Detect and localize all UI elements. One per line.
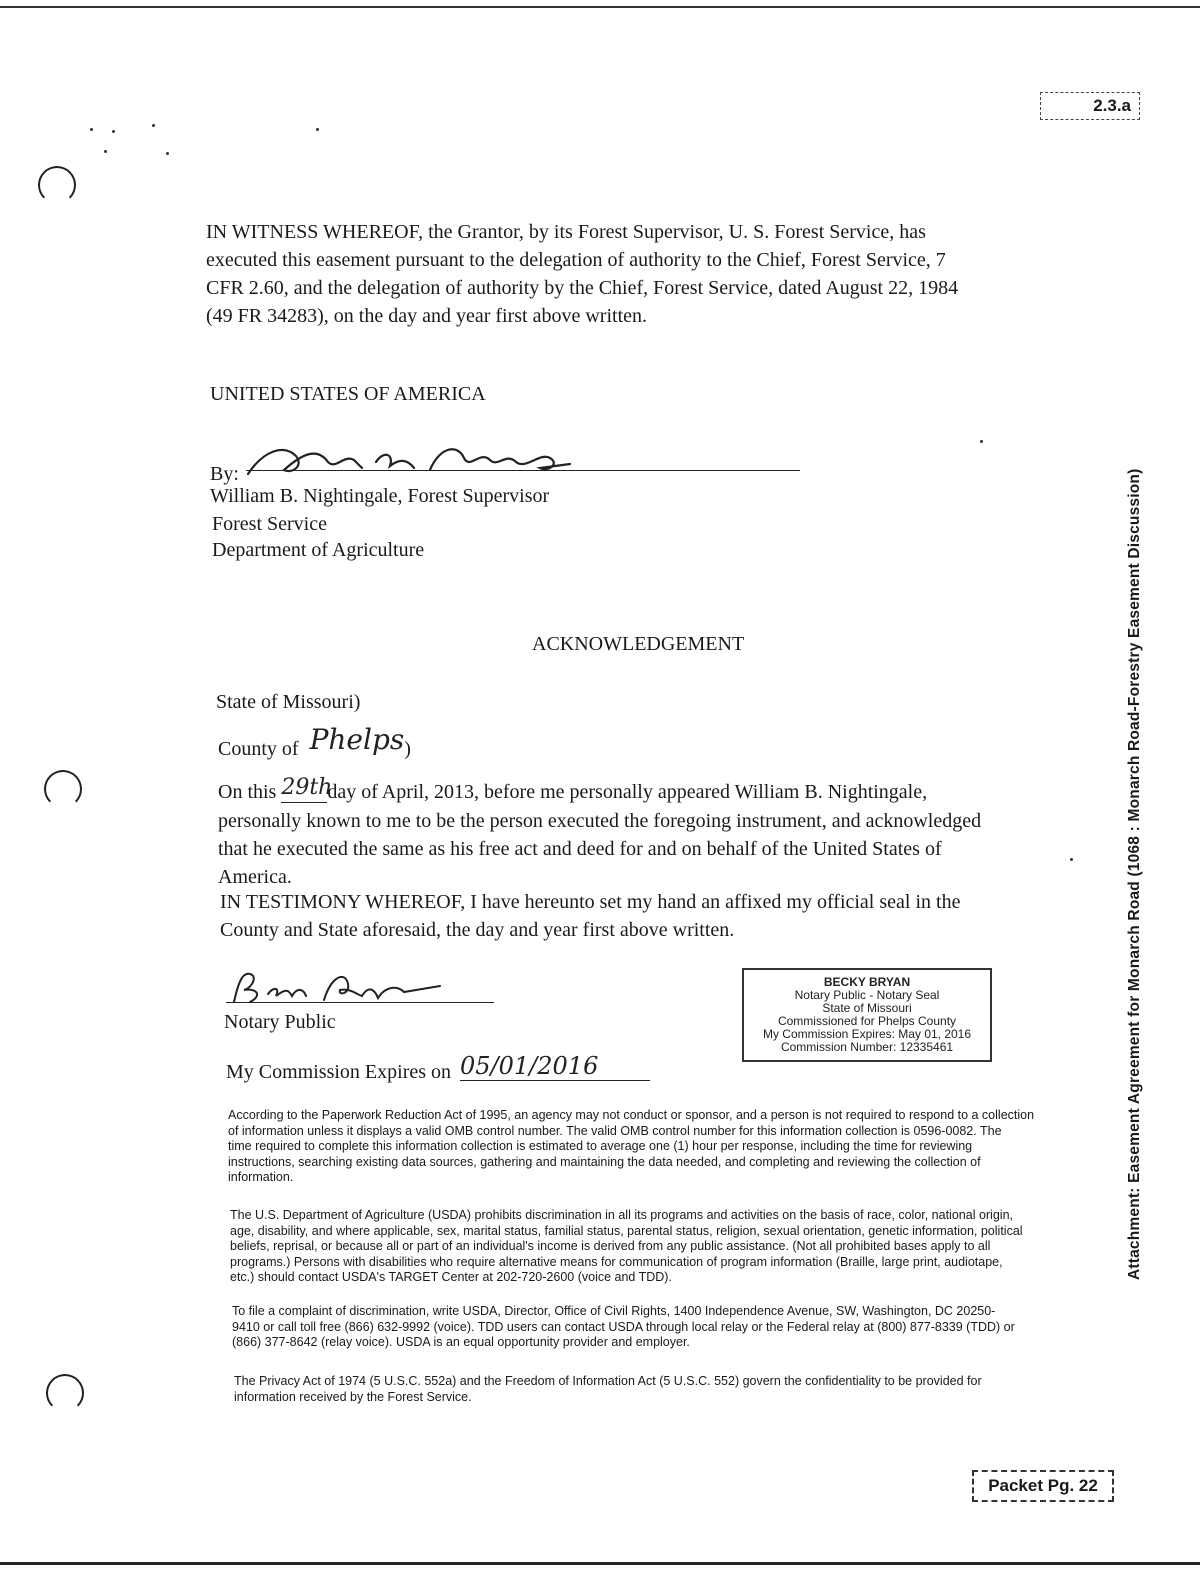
fine-line: The U.S. Department of Agriculture (USDA) prohibits discrimination in all its programs and activities on the basis of race, color, national origin,	[230, 1208, 1013, 1222]
commission-handwritten: 05/01/2016	[460, 1052, 650, 1081]
punch-hole-bottom	[46, 1374, 84, 1412]
notary-signature-graphic	[228, 966, 468, 1006]
ack-line-1: day of April, 2013, before me personally appeared William B. Nightingale,	[327, 781, 928, 803]
county-close: )	[404, 738, 411, 760]
complaint-notice	[232, 1304, 1112, 1351]
commission-label: My Commission Expires on	[226, 1061, 452, 1083]
fine-line: of information unless it displays a valid OMB control number. The valid OMB control number for this information collection is 0596-0082. The	[228, 1123, 1002, 1138]
ack-line-4: America.	[218, 866, 292, 888]
notary-seal-stamp	[742, 968, 992, 1062]
ack-paragraph	[218, 775, 1078, 891]
packet-page-text: Packet Pg. 22	[988, 1476, 1098, 1495]
fine-line: To file a complaint of discrimination, write USDA, Director, Office of Civil Rights, 1400 Independence Avenue, SW, Washington, DC 20250-	[232, 1304, 996, 1318]
county-handwritten: Phelps	[309, 723, 405, 756]
speck	[104, 150, 107, 153]
fine-line: age, disability, and where applicable, sex, marital status, familial status, parental status, religion, sexual orientation, genetic information, political	[230, 1223, 1023, 1238]
commission-row	[226, 1052, 650, 1086]
privacy-notice	[234, 1374, 1114, 1405]
seal-line: State of Missouri	[822, 1001, 912, 1015]
header-tag	[1040, 92, 1140, 120]
seal-line: BECKY BRYAN	[823, 975, 911, 989]
fine-line: time required to complete this information collection is estimated to average one (1) hour per response, including the time for reviewing	[228, 1139, 973, 1153]
bottom-scan-edge	[0, 1562, 1200, 1565]
ack-state: State of Missouri)	[216, 691, 361, 713]
testimony-paragraph	[220, 888, 1080, 944]
by-label: By:	[210, 463, 239, 485]
seal-line: My Commission Expires: May 01, 2016	[762, 1027, 972, 1041]
day-handwritten: 29th	[281, 774, 327, 803]
speck	[166, 152, 169, 155]
ack-line-3: that he executed the same as his free act and deed for and on behalf of the United States of	[218, 838, 942, 860]
on-this-label: On this	[218, 781, 277, 803]
fine-line: 9410 or call toll free (866) 632-9992 (voice). TDD users can contact USDA through local relay or the Federal relay at (800) 877-8339 (TDD) or	[232, 1319, 1015, 1334]
signatory-agency: Forest Service	[212, 513, 327, 535]
witness-line: executed this easement pursuant to the delegation of authority to the Chief, Forest Service, 7	[206, 249, 946, 271]
side-attachment-caption	[1126, 469, 1144, 1280]
witness-line: (49 FR 34283), on the day and year first above written.	[206, 305, 648, 327]
seal-line: Commission Number: 12335461	[780, 1040, 954, 1054]
witness-paragraph	[206, 218, 1066, 330]
ack-line-2: personally known to me to be the person executed the foregoing instrument, and acknowledged	[218, 810, 982, 832]
witness-line: CFR 2.60, and the delegation of authority by the Chief, Forest Service, dated August 22, 1984	[206, 277, 959, 299]
fine-line: According to the Paperwork Reduction Act of 1995, an agency may not conduct or sponsor, and a person is not required to respond to a collection	[228, 1108, 1035, 1122]
fine-line: information.	[228, 1170, 294, 1184]
header-tag-text: 2.3.a	[1093, 96, 1131, 115]
nondiscrimination-notice	[230, 1208, 1110, 1286]
seal-line: Commissioned for Phelps County	[777, 1014, 957, 1028]
signatory-department: Department of Agriculture	[212, 539, 425, 561]
paperwork-notice	[228, 1108, 1108, 1186]
fine-line: information received by the Forest Service.	[234, 1389, 472, 1404]
testimony-line: County and State aforesaid, the day and year first above written.	[220, 919, 735, 941]
top-scan-edge	[0, 6, 1200, 8]
county-label: County of	[218, 738, 299, 760]
packet-page-box	[972, 1470, 1114, 1502]
speck	[90, 128, 93, 131]
fine-line: (866) 377-8642 (relay voice). USDA is an equal opportunity provider and employer.	[232, 1335, 690, 1349]
acknowledgement-heading: ACKNOWLEDGEMENT	[532, 633, 745, 655]
fine-line: programs.) Persons with disabilities who require alternative means for communication of program information (Braille, large print, audiotape,	[230, 1254, 1003, 1269]
fine-line: instructions, searching existing data sources, gathering and maintaining the data needed, and completing and reviewing the collection of	[228, 1154, 981, 1169]
testimony-line: IN TESTIMONY WHEREOF, I have hereunto set my hand an affixed my official seal in the	[220, 891, 961, 913]
ack-county-row	[218, 723, 411, 763]
fine-line: The Privacy Act of 1974 (5 U.S.C. 552a) and the Freedom of Information Act (5 U.S.C. 552) govern the confidentiality to be provided for	[234, 1374, 982, 1388]
seal-line: Notary Public - Notary Seal	[794, 988, 940, 1002]
side-attachment-text: Attachment: Easement Agreement for Monarch Road (1068 : Monarch Road-Forestry Easement Discussion)	[1126, 468, 1143, 1280]
grantor-heading: UNITED STATES OF AMERICA	[210, 383, 486, 405]
fine-line: beliefs, reprisal, or because all or part of an individual's income is derived from any public assistance. (Not all prohibited bases apply to all	[230, 1239, 991, 1253]
signature-graphic	[244, 440, 584, 480]
speck	[112, 130, 115, 133]
notary-public-label: Notary Public	[224, 1011, 336, 1033]
speck	[980, 440, 983, 443]
witness-line: IN WITNESS WHEREOF, the Grantor, by its Forest Supervisor, U. S. Forest Service, has	[206, 221, 926, 243]
punch-hole-top	[38, 166, 76, 204]
fine-line: etc.) should contact USDA's TARGET Center at 202-720-2600 (voice and TDD).	[230, 1270, 672, 1284]
speck	[316, 128, 319, 131]
speck	[152, 124, 155, 127]
punch-hole-middle	[44, 770, 82, 808]
signatory-name: William B. Nightingale, Forest Supervisor	[210, 485, 550, 507]
